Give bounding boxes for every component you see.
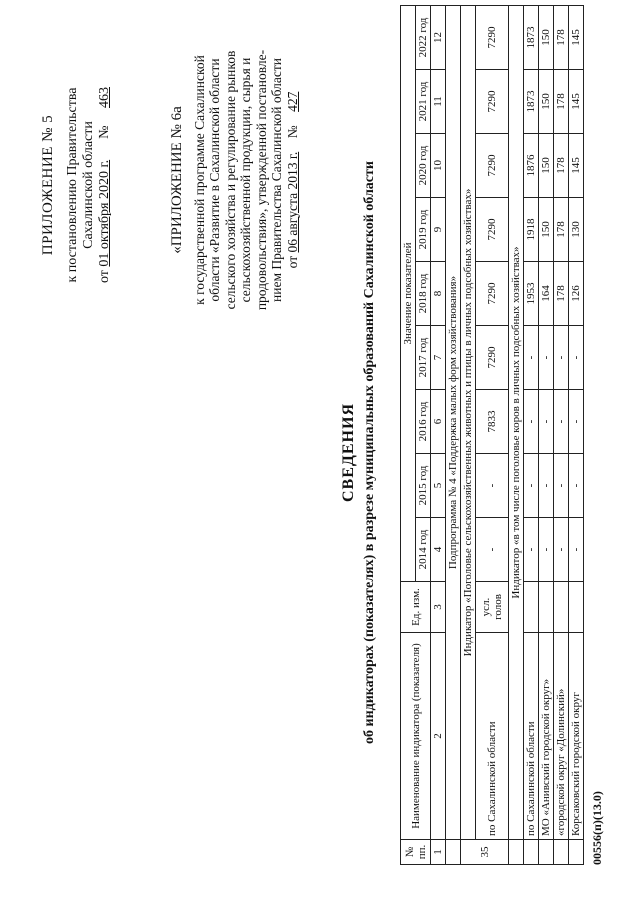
cell-value: 145 xyxy=(569,134,584,198)
cell-value: 7290 xyxy=(476,70,509,134)
table-row xyxy=(569,6,584,865)
cell-value: - xyxy=(569,454,584,518)
cell-value: - xyxy=(524,454,539,518)
cell-value: 1876 xyxy=(524,134,539,198)
cell-value: 178 xyxy=(554,262,569,326)
cell-value: - xyxy=(554,390,569,454)
heading-title: СВЕДЕНИЯ xyxy=(340,402,357,503)
subprogram-row xyxy=(446,6,461,865)
table-row xyxy=(554,6,569,865)
row-name: по Сахалинской области xyxy=(476,633,509,840)
row-number: 35 xyxy=(461,840,509,865)
year-header: 2017 год xyxy=(416,326,431,390)
row-name: по Сахалинской области xyxy=(524,633,539,840)
appendix-5-title: ПРИЛОЖЕНИЕ № 5 xyxy=(40,114,56,256)
indicators-table xyxy=(400,5,584,865)
document-code: 00556(п)(13.0) xyxy=(590,791,604,865)
table-row xyxy=(476,6,509,865)
appendix-6a-line: сельскохозяйственной продукции, сырья и xyxy=(238,57,253,303)
appendix-5-number: 463 xyxy=(97,87,112,108)
year-header: 2020 год xyxy=(416,134,431,198)
heading-subtitle: об индикаторах (показателях) в разрезе муниципальных образований Сахалинской области xyxy=(362,161,377,744)
appendix-6a-block xyxy=(170,15,300,345)
cell-value: - xyxy=(539,518,554,582)
row-name: МО «Анивский городской округ» xyxy=(539,633,554,840)
row-unit xyxy=(524,582,539,633)
appendix-5-date: 01 октября 2020 г. xyxy=(97,159,112,267)
cell-value: - xyxy=(554,454,569,518)
cell-value: 150 xyxy=(539,70,554,134)
column-number: 7 xyxy=(431,326,446,390)
column-number: 12 xyxy=(431,6,446,70)
row-unit: усл. голов xyxy=(476,582,509,633)
column-number: 3 xyxy=(431,582,446,633)
column-number-row xyxy=(431,6,446,865)
cell-value: 1873 xyxy=(524,6,539,70)
cell-value: 145 xyxy=(569,6,584,70)
appendix-6a-number: 427 xyxy=(284,91,300,112)
subprogram-title: Подпрограмма № 4 «Поддержка малых форм хозяйствования» xyxy=(446,6,461,840)
year-header: 2016 год xyxy=(416,390,431,454)
col-unit-header: Ед. изм. xyxy=(401,582,431,633)
row-name: «городской округ «Долинский» xyxy=(554,633,569,840)
column-number: 6 xyxy=(431,390,446,454)
year-header: 2022 год xyxy=(416,6,431,70)
appendix-5-block xyxy=(40,25,113,345)
table-row xyxy=(539,6,554,865)
appendix-5-line2: Сахалинской области xyxy=(81,121,96,249)
cell-value: 1953 xyxy=(524,262,539,326)
cell-value: 150 xyxy=(539,6,554,70)
appendix-6a-line: области «Развитие в Сахалинской области xyxy=(207,58,222,302)
row-unit xyxy=(554,582,569,633)
year-header: 2021 год xyxy=(416,70,431,134)
cell-value: - xyxy=(569,518,584,582)
indicator-row xyxy=(461,6,476,865)
year-header: 2018 год xyxy=(416,262,431,326)
cell-value: 7290 xyxy=(476,198,509,262)
cell-value: 7290 xyxy=(476,134,509,198)
row-name: Корсаковский городской округ xyxy=(569,633,584,840)
indicator-title: Индикатор «Поголовье сельскохозяйственных животных и птицы в личных подсобных хозяйствах» xyxy=(461,6,476,840)
appendix-6a-no: № xyxy=(284,125,300,139)
column-number: 10 xyxy=(431,134,446,198)
cell-value: 130 xyxy=(569,198,584,262)
appendix-6a-line: к государственной программе Сахалинской xyxy=(191,55,207,305)
appendix-6a-title: «ПРИЛОЖЕНИЕ № 6а xyxy=(169,106,185,254)
appendix-5-no: № xyxy=(97,125,112,139)
cell-value: 126 xyxy=(569,262,584,326)
year-header: 2015 год xyxy=(416,454,431,518)
cell-value: - xyxy=(539,326,554,390)
column-number: 5 xyxy=(431,454,446,518)
column-number: 8 xyxy=(431,262,446,326)
appendix-5-from: от xyxy=(97,270,112,284)
cell-value: 178 xyxy=(554,6,569,70)
cell-value: 164 xyxy=(539,262,554,326)
appendix-5-date-line xyxy=(97,25,113,345)
col-values-header: Значение показателей xyxy=(401,6,416,582)
year-header: 2019 год xyxy=(416,198,431,262)
appendix-6a-line: продовольствия», утвержденной постановле- xyxy=(253,49,269,311)
cell-value: - xyxy=(524,518,539,582)
row-unit xyxy=(569,582,584,633)
document-heading xyxy=(340,0,378,905)
cell-value: - xyxy=(524,390,539,454)
cell-value: 145 xyxy=(569,70,584,134)
cell-value: 150 xyxy=(539,198,554,262)
row-unit xyxy=(539,582,554,633)
appendix-6a-date: 06 августа 2013 г. xyxy=(284,151,300,253)
cell-value: 150 xyxy=(539,134,554,198)
cell-value: 1918 xyxy=(524,198,539,262)
cell-value: 1873 xyxy=(524,70,539,134)
column-number: 2 xyxy=(431,633,446,840)
cell-value: - xyxy=(539,390,554,454)
cell-value: - xyxy=(476,454,509,518)
cell-value: - xyxy=(554,518,569,582)
column-number: 11 xyxy=(431,70,446,134)
cell-value: 178 xyxy=(554,70,569,134)
appendix-5-line1: к постановлению Правительства xyxy=(65,87,80,283)
cell-value: 7290 xyxy=(476,6,509,70)
cell-value: - xyxy=(569,326,584,390)
table-row xyxy=(524,6,539,865)
cell-value: 178 xyxy=(554,134,569,198)
cell-value: - xyxy=(539,454,554,518)
cell-value: - xyxy=(554,326,569,390)
cell-value: - xyxy=(569,390,584,454)
appendix-6a-line: нием Правительства Сахалинской области xyxy=(269,58,284,302)
appendix-6a-from: от xyxy=(284,255,300,269)
sub-indicator-row xyxy=(509,6,524,865)
cell-value: 7290 xyxy=(476,262,509,326)
appendix-6a-line: сельского хозяйства и регулирование рынков xyxy=(222,50,238,310)
col-num-header: № пп. xyxy=(401,840,431,865)
sub-indicator-title: Индикатор «в том числе поголовье коров в личных подсобных хозяйствах» xyxy=(509,6,524,840)
column-number: 4 xyxy=(431,518,446,582)
cell-value: - xyxy=(476,518,509,582)
cell-value: 178 xyxy=(554,198,569,262)
col-name-header: Наименование индикатора (показателя) xyxy=(401,633,431,840)
cell-value: 7833 xyxy=(476,390,509,454)
year-header: 2014 год xyxy=(416,518,431,582)
column-number: 1 xyxy=(431,840,446,865)
appendix-6a-date-line xyxy=(285,15,301,345)
cell-value: 7290 xyxy=(476,326,509,390)
cell-value: - xyxy=(524,326,539,390)
column-number: 9 xyxy=(431,198,446,262)
